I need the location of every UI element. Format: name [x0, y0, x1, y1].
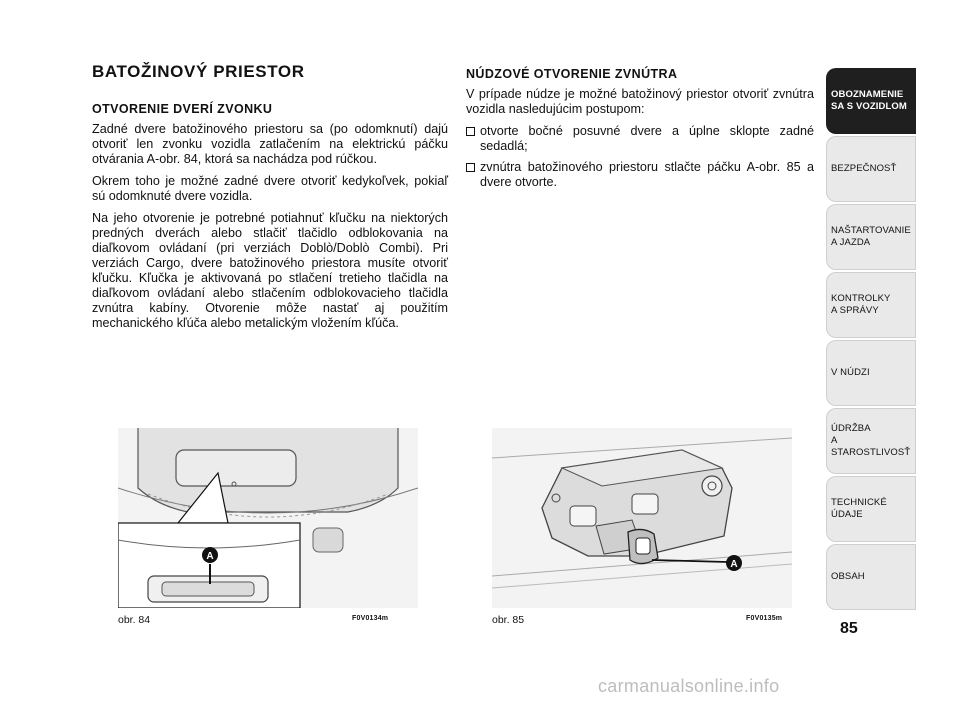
paragraph: V prípade núdze je možné batožinový priestor otvoriť zvnútra vozidla nasledujúcim postupom:: [466, 87, 814, 116]
figure-84: [118, 428, 418, 608]
page-number: 85: [840, 620, 858, 637]
subsection-title: OTVORENIE DVERÍ ZVONKU: [92, 102, 273, 116]
figure-85: [492, 428, 792, 608]
tab-technicke-udaje[interactable]: TECHNICKÉ ÚDAJE: [826, 476, 916, 542]
left-column: [92, 62, 448, 338]
tab-obsah[interactable]: OBSAH: [826, 544, 916, 610]
tab-nastartovanie[interactable]: NAŠTARTOVANIE A JAZDA: [826, 204, 916, 270]
figure-code: F0V0134m: [352, 615, 389, 622]
list-item: zvnútra batožinového priestoru stlačte páčku A-obr. 85 a dvere otvorte.: [466, 160, 814, 190]
right-column: [466, 62, 814, 196]
tab-bezpecnost[interactable]: BEZPEČNOSŤ: [826, 136, 916, 202]
figure-caption: obr. 85: [492, 614, 525, 626]
tab-kontrolky[interactable]: KONTROLKY A SPRÁVY: [826, 272, 916, 338]
tab-v-nudzi[interactable]: V NÚDZI: [826, 340, 916, 406]
paragraph: Okrem toho je možné zadné dvere otvoriť kedykoľvek, pokiaľ sú odomknuté dvere vozidla.: [92, 174, 448, 203]
checkbox-icon: [466, 127, 475, 136]
checkbox-icon: [466, 163, 475, 172]
paragraph: Na jeho otvorenie je potrebné potiahnuť kľučku na niektorých predných dverách alebo stlačiť tlačidlo odblokovania na diaľkovom ovládaní (pri verziách Doblò/Doblò Combi). Pri verziách Cargo, dvere batožinového priestora musíte otvoriť kľučku. Kľučka je aktivovaná po stlačení tretieho tlačidla na diaľkovom ovládaní alebo stlačením odblokovacieho tlačidla zvnútra kabíny. Otvorenie môže nastať aj použitím mechanického kľúča alebo metalickým vložením kľúča.: [92, 211, 448, 330]
bullet-list: [466, 124, 814, 190]
callout-a-label: A: [730, 559, 738, 570]
callout-a-label: A: [206, 551, 214, 562]
tailgate-illustration: [118, 428, 418, 608]
subsection-title: NÚDZOVÉ OTVORENIE ZVNÚTRA: [466, 67, 678, 81]
tab-udrzba[interactable]: ÚDRŽBA A STAROSTLIVOSŤ: [826, 408, 916, 474]
lock-mechanism-illustration: [492, 428, 792, 608]
tab-oboznamenie[interactable]: OBOZNAMENIE SA S VOZIDLOM: [826, 68, 916, 134]
watermark: carmanualsonline.info: [598, 676, 780, 696]
figure-code: F0V0135m: [746, 615, 783, 622]
paragraph: Zadné dvere batožinového priestoru sa (po odomknutí) dajú otvoriť len zvonku vozidla zatlačením na elektrickú páčku otvárania A-obr. 84, ktorá sa nachádza pod rúčkou.: [92, 122, 448, 166]
section-title: BATOŽINOVÝ PRIESTOR: [92, 62, 305, 81]
figure-caption: obr. 84: [118, 614, 151, 626]
list-item: otvorte bočné posuvné dvere a úplne sklopte zadné sedadlá;: [466, 124, 814, 154]
